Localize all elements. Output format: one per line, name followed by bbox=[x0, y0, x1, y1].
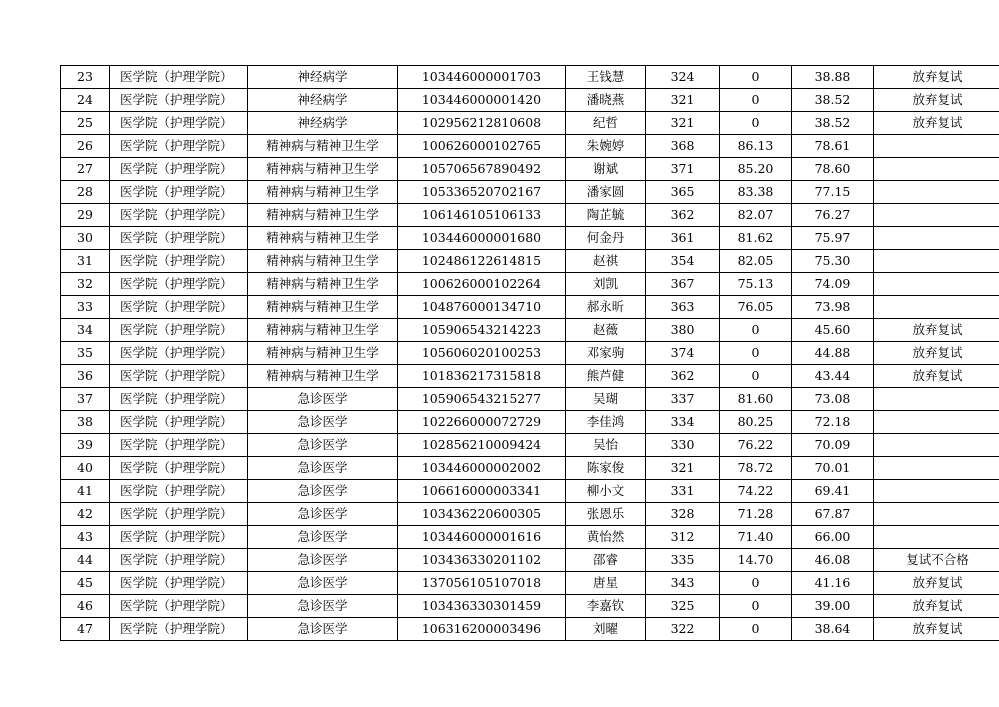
candidate-name-cell: 赵薇 bbox=[566, 319, 646, 342]
exam-id-cell: 103446000001420 bbox=[398, 89, 566, 112]
initial-score-cell: 330 bbox=[646, 434, 720, 457]
initial-score-cell: 331 bbox=[646, 480, 720, 503]
retest-score-cell: 82.05 bbox=[720, 250, 792, 273]
retest-score-cell: 0 bbox=[720, 66, 792, 89]
exam-id-cell: 103446000001703 bbox=[398, 66, 566, 89]
major-cell: 精神病与精神卫生学 bbox=[248, 135, 398, 158]
initial-score-cell: 321 bbox=[646, 457, 720, 480]
retest-score-cell: 0 bbox=[720, 319, 792, 342]
exam-id-cell: 105336520702167 bbox=[398, 181, 566, 204]
table-row bbox=[61, 503, 999, 526]
major-cell: 急诊医学 bbox=[248, 411, 398, 434]
major-cell: 精神病与精神卫生学 bbox=[248, 273, 398, 296]
row-number: 32 bbox=[61, 273, 110, 296]
major-cell: 精神病与精神卫生学 bbox=[248, 319, 398, 342]
candidate-name-cell: 黄怡然 bbox=[566, 526, 646, 549]
total-score-cell: 77.15 bbox=[792, 181, 874, 204]
retest-score-cell: 81.62 bbox=[720, 227, 792, 250]
note-cell bbox=[874, 181, 999, 204]
note-cell bbox=[874, 434, 999, 457]
major-cell: 急诊医学 bbox=[248, 503, 398, 526]
table-row bbox=[61, 549, 999, 572]
note-cell bbox=[874, 480, 999, 503]
initial-score-cell: 362 bbox=[646, 204, 720, 227]
candidate-name-cell: 谢斌 bbox=[566, 158, 646, 181]
table-row bbox=[61, 204, 999, 227]
college-cell: 医学院（护理学院） bbox=[110, 296, 248, 319]
exam-id-cell: 101836217315818 bbox=[398, 365, 566, 388]
college-cell: 医学院（护理学院） bbox=[110, 434, 248, 457]
row-number: 45 bbox=[61, 572, 110, 595]
exam-id-cell: 103436220600305 bbox=[398, 503, 566, 526]
note-cell bbox=[874, 227, 999, 250]
table-row bbox=[61, 112, 999, 135]
college-cell: 医学院（护理学院） bbox=[110, 342, 248, 365]
college-cell: 医学院（护理学院） bbox=[110, 158, 248, 181]
retest-score-cell: 0 bbox=[720, 89, 792, 112]
table-row bbox=[61, 296, 999, 319]
major-cell: 急诊医学 bbox=[248, 618, 398, 641]
major-cell: 急诊医学 bbox=[248, 434, 398, 457]
exam-id-cell: 103446000002002 bbox=[398, 457, 566, 480]
candidate-name-cell: 柳小文 bbox=[566, 480, 646, 503]
exam-id-cell: 106316200003496 bbox=[398, 618, 566, 641]
major-cell: 急诊医学 bbox=[248, 549, 398, 572]
retest-score-cell: 83.38 bbox=[720, 181, 792, 204]
retest-score-cell: 74.22 bbox=[720, 480, 792, 503]
initial-score-cell: 368 bbox=[646, 135, 720, 158]
major-cell: 急诊医学 bbox=[248, 457, 398, 480]
initial-score-cell: 367 bbox=[646, 273, 720, 296]
note-cell bbox=[874, 250, 999, 273]
college-cell: 医学院（护理学院） bbox=[110, 572, 248, 595]
college-cell: 医学院（护理学院） bbox=[110, 112, 248, 135]
row-number: 42 bbox=[61, 503, 110, 526]
initial-score-cell: 321 bbox=[646, 112, 720, 135]
row-number: 41 bbox=[61, 480, 110, 503]
table-row bbox=[61, 365, 999, 388]
initial-score-cell: 374 bbox=[646, 342, 720, 365]
note-cell bbox=[874, 526, 999, 549]
major-cell: 精神病与精神卫生学 bbox=[248, 296, 398, 319]
college-cell: 医学院（护理学院） bbox=[110, 457, 248, 480]
retest-score-cell: 71.28 bbox=[720, 503, 792, 526]
major-cell: 急诊医学 bbox=[248, 526, 398, 549]
retest-score-cell: 0 bbox=[720, 618, 792, 641]
college-cell: 医学院（护理学院） bbox=[110, 250, 248, 273]
table-row bbox=[61, 618, 999, 641]
exam-id-cell: 102486122614815 bbox=[398, 250, 566, 273]
row-number: 31 bbox=[61, 250, 110, 273]
initial-score-cell: 334 bbox=[646, 411, 720, 434]
table-row bbox=[61, 158, 999, 181]
exam-id-cell: 100626000102264 bbox=[398, 273, 566, 296]
note-cell: 放弃复试 bbox=[874, 595, 999, 618]
note-cell bbox=[874, 503, 999, 526]
initial-score-cell: 365 bbox=[646, 181, 720, 204]
retest-score-cell: 76.05 bbox=[720, 296, 792, 319]
retest-score-cell: 14.70 bbox=[720, 549, 792, 572]
exam-id-cell: 103436330301459 bbox=[398, 595, 566, 618]
table-row bbox=[61, 135, 999, 158]
row-number: 23 bbox=[61, 66, 110, 89]
college-cell: 医学院（护理学院） bbox=[110, 227, 248, 250]
exam-id-cell: 104876000134710 bbox=[398, 296, 566, 319]
table-row bbox=[61, 342, 999, 365]
exam-id-cell: 105606020100253 bbox=[398, 342, 566, 365]
table-row bbox=[61, 181, 999, 204]
major-cell: 精神病与精神卫生学 bbox=[248, 365, 398, 388]
table-row bbox=[61, 434, 999, 457]
college-cell: 医学院（护理学院） bbox=[110, 365, 248, 388]
total-score-cell: 78.61 bbox=[792, 135, 874, 158]
college-cell: 医学院（护理学院） bbox=[110, 204, 248, 227]
total-score-cell: 44.88 bbox=[792, 342, 874, 365]
candidate-name-cell: 潘晓燕 bbox=[566, 89, 646, 112]
results-table bbox=[60, 65, 999, 641]
exam-id-cell: 103446000001680 bbox=[398, 227, 566, 250]
initial-score-cell: 335 bbox=[646, 549, 720, 572]
row-number: 44 bbox=[61, 549, 110, 572]
row-number: 29 bbox=[61, 204, 110, 227]
table-row bbox=[61, 319, 999, 342]
candidate-name-cell: 张恩乐 bbox=[566, 503, 646, 526]
major-cell: 急诊医学 bbox=[248, 595, 398, 618]
retest-score-cell: 75.13 bbox=[720, 273, 792, 296]
retest-score-cell: 0 bbox=[720, 572, 792, 595]
exam-id-cell: 137056105107018 bbox=[398, 572, 566, 595]
total-score-cell: 70.09 bbox=[792, 434, 874, 457]
table-row bbox=[61, 89, 999, 112]
candidate-name-cell: 郝永昕 bbox=[566, 296, 646, 319]
total-score-cell: 72.18 bbox=[792, 411, 874, 434]
major-cell: 精神病与精神卫生学 bbox=[248, 181, 398, 204]
candidate-name-cell: 陈家俊 bbox=[566, 457, 646, 480]
retest-score-cell: 82.07 bbox=[720, 204, 792, 227]
exam-id-cell: 103446000001616 bbox=[398, 526, 566, 549]
initial-score-cell: 361 bbox=[646, 227, 720, 250]
total-score-cell: 78.60 bbox=[792, 158, 874, 181]
candidate-name-cell: 李佳鸿 bbox=[566, 411, 646, 434]
candidate-name-cell: 陶芷毓 bbox=[566, 204, 646, 227]
table-row bbox=[61, 595, 999, 618]
college-cell: 医学院（护理学院） bbox=[110, 273, 248, 296]
college-cell: 医学院（护理学院） bbox=[110, 388, 248, 411]
total-score-cell: 73.08 bbox=[792, 388, 874, 411]
college-cell: 医学院（护理学院） bbox=[110, 549, 248, 572]
total-score-cell: 41.16 bbox=[792, 572, 874, 595]
table-row bbox=[61, 457, 999, 480]
retest-score-cell: 0 bbox=[720, 342, 792, 365]
note-cell bbox=[874, 273, 999, 296]
note-cell bbox=[874, 411, 999, 434]
college-cell: 医学院（护理学院） bbox=[110, 526, 248, 549]
major-cell: 精神病与精神卫生学 bbox=[248, 204, 398, 227]
initial-score-cell: 380 bbox=[646, 319, 720, 342]
candidate-name-cell: 李嘉钦 bbox=[566, 595, 646, 618]
exam-id-cell: 103436330201102 bbox=[398, 549, 566, 572]
note-cell: 放弃复试 bbox=[874, 112, 999, 135]
row-number: 25 bbox=[61, 112, 110, 135]
initial-score-cell: 343 bbox=[646, 572, 720, 595]
retest-score-cell: 71.40 bbox=[720, 526, 792, 549]
college-cell: 医学院（护理学院） bbox=[110, 503, 248, 526]
total-score-cell: 73.98 bbox=[792, 296, 874, 319]
candidate-name-cell: 赵祺 bbox=[566, 250, 646, 273]
note-cell bbox=[874, 204, 999, 227]
table-row bbox=[61, 480, 999, 503]
initial-score-cell: 371 bbox=[646, 158, 720, 181]
total-score-cell: 69.41 bbox=[792, 480, 874, 503]
row-number: 35 bbox=[61, 342, 110, 365]
row-number: 38 bbox=[61, 411, 110, 434]
note-cell: 放弃复试 bbox=[874, 319, 999, 342]
note-cell: 复试不合格 bbox=[874, 549, 999, 572]
exam-id-cell: 105706567890492 bbox=[398, 158, 566, 181]
table-row bbox=[61, 572, 999, 595]
total-score-cell: 67.87 bbox=[792, 503, 874, 526]
note-cell: 放弃复试 bbox=[874, 342, 999, 365]
candidate-name-cell: 邵睿 bbox=[566, 549, 646, 572]
candidate-name-cell: 刘曜 bbox=[566, 618, 646, 641]
total-score-cell: 74.09 bbox=[792, 273, 874, 296]
exam-id-cell: 105906543214223 bbox=[398, 319, 566, 342]
note-cell bbox=[874, 388, 999, 411]
retest-score-cell: 0 bbox=[720, 365, 792, 388]
candidate-name-cell: 潘家圆 bbox=[566, 181, 646, 204]
total-score-cell: 75.97 bbox=[792, 227, 874, 250]
college-cell: 医学院（护理学院） bbox=[110, 618, 248, 641]
exam-id-cell: 106146105106133 bbox=[398, 204, 566, 227]
major-cell: 精神病与精神卫生学 bbox=[248, 158, 398, 181]
total-score-cell: 43.44 bbox=[792, 365, 874, 388]
initial-score-cell: 337 bbox=[646, 388, 720, 411]
table-row bbox=[61, 388, 999, 411]
row-number: 30 bbox=[61, 227, 110, 250]
candidate-name-cell: 何金丹 bbox=[566, 227, 646, 250]
total-score-cell: 45.60 bbox=[792, 319, 874, 342]
exam-id-cell: 106616000003341 bbox=[398, 480, 566, 503]
results-sheet bbox=[60, 65, 969, 641]
row-number: 26 bbox=[61, 135, 110, 158]
row-number: 27 bbox=[61, 158, 110, 181]
retest-score-cell: 85.20 bbox=[720, 158, 792, 181]
table-row bbox=[61, 227, 999, 250]
note-cell bbox=[874, 158, 999, 181]
row-number: 36 bbox=[61, 365, 110, 388]
college-cell: 医学院（护理学院） bbox=[110, 595, 248, 618]
retest-score-cell: 0 bbox=[720, 595, 792, 618]
row-number: 28 bbox=[61, 181, 110, 204]
total-score-cell: 38.64 bbox=[792, 618, 874, 641]
note-cell: 放弃复试 bbox=[874, 618, 999, 641]
retest-score-cell: 78.72 bbox=[720, 457, 792, 480]
college-cell: 医学院（护理学院） bbox=[110, 181, 248, 204]
retest-score-cell: 81.60 bbox=[720, 388, 792, 411]
exam-id-cell: 105906543215277 bbox=[398, 388, 566, 411]
note-cell bbox=[874, 457, 999, 480]
college-cell: 医学院（护理学院） bbox=[110, 480, 248, 503]
total-score-cell: 38.52 bbox=[792, 89, 874, 112]
row-number: 24 bbox=[61, 89, 110, 112]
note-cell: 放弃复试 bbox=[874, 365, 999, 388]
table-row bbox=[61, 526, 999, 549]
retest-score-cell: 0 bbox=[720, 112, 792, 135]
initial-score-cell: 322 bbox=[646, 618, 720, 641]
row-number: 33 bbox=[61, 296, 110, 319]
initial-score-cell: 325 bbox=[646, 595, 720, 618]
candidate-name-cell: 吴瑚 bbox=[566, 388, 646, 411]
initial-score-cell: 328 bbox=[646, 503, 720, 526]
initial-score-cell: 321 bbox=[646, 89, 720, 112]
total-score-cell: 75.30 bbox=[792, 250, 874, 273]
candidate-name-cell: 王钱慧 bbox=[566, 66, 646, 89]
major-cell: 神经病学 bbox=[248, 89, 398, 112]
exam-id-cell: 100626000102765 bbox=[398, 135, 566, 158]
results-table-body bbox=[61, 66, 999, 641]
major-cell: 急诊医学 bbox=[248, 572, 398, 595]
college-cell: 医学院（护理学院） bbox=[110, 411, 248, 434]
initial-score-cell: 324 bbox=[646, 66, 720, 89]
note-cell: 放弃复试 bbox=[874, 572, 999, 595]
exam-id-cell: 102266000072729 bbox=[398, 411, 566, 434]
retest-score-cell: 76.22 bbox=[720, 434, 792, 457]
initial-score-cell: 312 bbox=[646, 526, 720, 549]
total-score-cell: 76.27 bbox=[792, 204, 874, 227]
college-cell: 医学院（护理学院） bbox=[110, 135, 248, 158]
major-cell: 精神病与精神卫生学 bbox=[248, 342, 398, 365]
row-number: 47 bbox=[61, 618, 110, 641]
initial-score-cell: 363 bbox=[646, 296, 720, 319]
total-score-cell: 46.08 bbox=[792, 549, 874, 572]
major-cell: 精神病与精神卫生学 bbox=[248, 227, 398, 250]
candidate-name-cell: 邓家驹 bbox=[566, 342, 646, 365]
initial-score-cell: 354 bbox=[646, 250, 720, 273]
total-score-cell: 66.00 bbox=[792, 526, 874, 549]
total-score-cell: 39.00 bbox=[792, 595, 874, 618]
table-row bbox=[61, 411, 999, 434]
row-number: 34 bbox=[61, 319, 110, 342]
note-cell: 放弃复试 bbox=[874, 89, 999, 112]
candidate-name-cell: 朱婉婷 bbox=[566, 135, 646, 158]
retest-score-cell: 86.13 bbox=[720, 135, 792, 158]
major-cell: 神经病学 bbox=[248, 66, 398, 89]
row-number: 46 bbox=[61, 595, 110, 618]
row-number: 37 bbox=[61, 388, 110, 411]
candidate-name-cell: 纪哲 bbox=[566, 112, 646, 135]
total-score-cell: 38.88 bbox=[792, 66, 874, 89]
initial-score-cell: 362 bbox=[646, 365, 720, 388]
major-cell: 精神病与精神卫生学 bbox=[248, 250, 398, 273]
note-cell: 放弃复试 bbox=[874, 66, 999, 89]
candidate-name-cell: 熊芦健 bbox=[566, 365, 646, 388]
college-cell: 医学院（护理学院） bbox=[110, 66, 248, 89]
major-cell: 急诊医学 bbox=[248, 388, 398, 411]
college-cell: 医学院（护理学院） bbox=[110, 319, 248, 342]
table-row bbox=[61, 250, 999, 273]
retest-score-cell: 80.25 bbox=[720, 411, 792, 434]
exam-id-cell: 102856210009424 bbox=[398, 434, 566, 457]
major-cell: 神经病学 bbox=[248, 112, 398, 135]
row-number: 40 bbox=[61, 457, 110, 480]
candidate-name-cell: 唐星 bbox=[566, 572, 646, 595]
row-number: 43 bbox=[61, 526, 110, 549]
row-number: 39 bbox=[61, 434, 110, 457]
candidate-name-cell: 刘凯 bbox=[566, 273, 646, 296]
table-row bbox=[61, 66, 999, 89]
exam-id-cell: 102956212810608 bbox=[398, 112, 566, 135]
table-row bbox=[61, 273, 999, 296]
major-cell: 急诊医学 bbox=[248, 480, 398, 503]
note-cell bbox=[874, 296, 999, 319]
total-score-cell: 70.01 bbox=[792, 457, 874, 480]
candidate-name-cell: 吴怡 bbox=[566, 434, 646, 457]
total-score-cell: 38.52 bbox=[792, 112, 874, 135]
college-cell: 医学院（护理学院） bbox=[110, 89, 248, 112]
note-cell bbox=[874, 135, 999, 158]
